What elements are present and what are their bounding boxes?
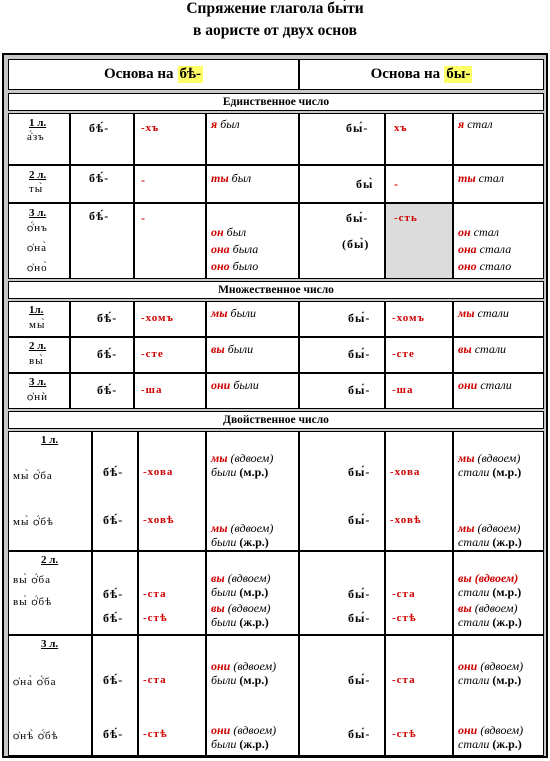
pl1-person-cell xyxy=(8,301,70,337)
pl1-pronoun: мы̀ xyxy=(29,319,46,331)
pl2-stem-by-cell xyxy=(299,337,385,373)
du2-person-label: 2 л. xyxy=(41,554,59,566)
pl1-end-be-cell xyxy=(134,301,206,337)
du3-end-be-cell xyxy=(138,635,206,756)
pl3-end-by: -ша xyxy=(392,384,414,396)
sg3-stem-be: бѣ́- xyxy=(89,209,110,223)
du2-tr-be-f-line2: были (ж.р.) xyxy=(211,615,269,629)
du1-end-be-cell xyxy=(138,431,206,551)
du2-pronoun-m: вы̀ ѻ҆́ба xyxy=(13,574,52,586)
pl2-tr-by-cell xyxy=(453,337,544,373)
conjugation-table xyxy=(2,53,548,758)
sg3-stem-be-cell xyxy=(70,203,134,279)
du2-stem-by-m: бы́- xyxy=(348,587,371,601)
pl1-stem-by: бы́- xyxy=(348,311,371,325)
pl2-tr-by: вы стали xyxy=(458,342,507,356)
du2-stem-by-f: бы́- xyxy=(348,611,371,625)
du2-tr-be-cell xyxy=(206,551,299,635)
pl2-pronoun: вы̀ xyxy=(29,355,44,367)
sg3-tr-by-cell xyxy=(453,203,544,279)
du2-end-by-m: -ста xyxy=(392,588,416,600)
pl1-end-be: -хомъ xyxy=(141,312,174,324)
pl3-stem-by: бы́- xyxy=(348,383,371,397)
du2-stem-by-cell xyxy=(299,551,385,635)
sg3-tr-by-n: оно стало xyxy=(458,259,512,273)
du1-stem-by-f: бы́- xyxy=(348,513,371,527)
sg1-end-be-cell xyxy=(134,113,206,165)
sg1-stem-by: бы́- xyxy=(346,121,369,135)
sg3-end-be-cell xyxy=(134,203,206,279)
section-plural: Множественное число xyxy=(8,281,544,299)
du3-stem-be-cell xyxy=(92,635,138,756)
du2-tr-by-m-line2: стали (м.р.) xyxy=(458,585,522,599)
pl1-tr-by: мы стали xyxy=(458,306,509,320)
sg3-tr-by-f: она стала xyxy=(458,242,512,256)
pl2-end-by: -сте xyxy=(392,348,415,360)
du2-pronoun-f: вы̀ ѻ҆́бѣ xyxy=(13,596,53,608)
du3-tr-by-m-line1: они (вдвоем) xyxy=(458,659,524,673)
du1-stem-be-f: бѣ́- xyxy=(103,513,124,527)
pl2-stem-be: бѣ́- xyxy=(97,347,118,361)
sg3-end-by-cell xyxy=(385,203,453,279)
du1-tr-by-m-line1: мы (вдвоем) xyxy=(458,451,521,465)
du3-stem-by-f: бы́- xyxy=(348,727,371,741)
sg3-end-be: - xyxy=(141,211,145,225)
du3-tr-be-m-line2: были (м.р.) xyxy=(211,673,269,687)
sg1-tr-be: я был xyxy=(211,117,240,131)
du3-tr-by-f-line1: они (вдвоем) xyxy=(458,723,524,737)
sg3-tr-be-n: оно было xyxy=(211,259,259,273)
du3-stem-by-m: бы́- xyxy=(348,673,371,687)
pl3-tr-by: они стали xyxy=(458,378,512,392)
section-singular: Единственное число xyxy=(8,93,544,111)
pl1-stem-be-cell xyxy=(70,301,134,337)
sg1-stem-be-cell xyxy=(70,113,134,165)
sg3-person-label: 3 л. xyxy=(29,207,47,219)
du2-tr-by-f-line1: вы (вдвоем) xyxy=(458,601,518,615)
sg1-person-label: 1 л. xyxy=(29,117,47,129)
pl3-person-cell xyxy=(8,373,70,409)
sg3-tr-by-m: он стал xyxy=(458,225,500,239)
du2-end-be-m: -ста xyxy=(143,588,167,600)
pl1-end-by: -хомъ xyxy=(392,312,425,324)
du1-end-by-m: -хова xyxy=(390,466,421,478)
sg1-tr-be-cell xyxy=(206,113,299,165)
du2-tr-by-m-line1: вы (вдвоем) xyxy=(458,571,519,585)
du3-stem-be-f: бѣ́- xyxy=(103,727,124,741)
sg1-tr-by-cell xyxy=(453,113,544,165)
du1-person-cell xyxy=(8,431,92,551)
sg1-person-cell xyxy=(8,113,70,165)
du1-stem-be-m: бѣ́- xyxy=(103,465,124,479)
du2-end-be-f: -стѣ xyxy=(143,612,168,624)
du2-end-be-cell xyxy=(138,551,206,635)
sg2-end-be-cell xyxy=(134,165,206,203)
sg2-tr-be-cell xyxy=(206,165,299,203)
du3-person-label: 3 л. xyxy=(41,638,59,650)
sg2-end-by: - xyxy=(394,177,398,191)
sg1-end-by: хъ xyxy=(394,122,408,134)
du2-tr-by-cell xyxy=(453,551,544,635)
du3-tr-by-f-line2: стали (ж.р.) xyxy=(458,737,522,751)
du1-tr-by-cell xyxy=(453,431,544,551)
du1-tr-by-f-line2: стали (ж.р.) xyxy=(458,535,522,549)
du3-tr-be-f-line1: они (вдвоем) xyxy=(211,723,277,737)
pl3-person-label: 3 л. xyxy=(29,376,47,388)
sg2-pronoun: ты̀ xyxy=(29,183,44,195)
pl1-stem-be: бѣ́- xyxy=(97,311,118,325)
pl2-end-be: -сте xyxy=(141,348,164,360)
sg2-tr-by: ты стал xyxy=(458,171,505,185)
pl2-end-by-cell xyxy=(385,337,453,373)
sg1-pronoun: а҆́зъ xyxy=(27,131,45,143)
du3-end-by-f: -стѣ xyxy=(392,728,417,740)
du3-end-by-cell xyxy=(385,635,453,756)
sg3-stem-by: бы́- xyxy=(346,211,369,225)
sg3-tr-be-f: она была xyxy=(211,242,259,256)
pl1-tr-by-cell xyxy=(453,301,544,337)
du2-person-cell xyxy=(8,551,92,635)
du1-tr-be-m-line2: были (м.р.) xyxy=(211,465,269,479)
du3-tr-by-cell xyxy=(453,635,544,756)
header-left-label: Основа на xyxy=(103,66,174,82)
pl2-tr-be: вы были xyxy=(211,342,254,356)
sg2-stem-by: бы̀ xyxy=(356,177,374,191)
du1-stem-be-cell xyxy=(92,431,138,551)
sg3-stem-by-alt: (бы̀) xyxy=(342,237,370,251)
du3-end-be-m: -ста xyxy=(143,674,167,686)
pl3-tr-be: они были xyxy=(211,378,259,392)
page-title: Спряжение глагола бы́ти xyxy=(186,0,364,17)
header-right-label: Основа на xyxy=(370,66,441,82)
pl3-tr-be-cell xyxy=(206,373,299,409)
du1-end-be-m: -хова xyxy=(143,466,174,478)
du1-pronoun-m: мы̀ ѻ҆́ба xyxy=(13,470,53,482)
sg3-end-by: -сть xyxy=(394,212,418,224)
sg1-end-by-cell xyxy=(385,113,453,165)
pl1-end-by-cell xyxy=(385,301,453,337)
du1-tr-be-f-line1: мы (вдвоем) xyxy=(211,521,274,535)
du2-end-by-f: -стѣ xyxy=(392,612,417,624)
du1-tr-be-m-line1: мы (вдвоем) xyxy=(211,451,274,465)
section-dual: Двойственное число xyxy=(8,411,544,429)
du3-pronoun-f: ѻ҆нѣ̀ ѻ҆́бѣ xyxy=(13,730,59,742)
sg3-person-cell xyxy=(8,203,70,279)
header-left-stem: бѣ- xyxy=(179,66,202,82)
sg2-stem-be-cell xyxy=(70,165,134,203)
sg1-tr-by: я стал xyxy=(458,117,493,131)
sg3-tr-be-cell xyxy=(206,203,299,279)
du1-tr-be-f-line2: были (ж.р.) xyxy=(211,535,269,549)
du3-tr-be-f-line2: были (ж.р.) xyxy=(211,737,269,751)
sg1-stem-by-cell xyxy=(299,113,385,165)
sg3-pronoun-m: ѻ҆́нъ xyxy=(27,222,48,234)
sg1-stem-be: бѣ́- xyxy=(89,121,110,135)
pl3-end-be-cell xyxy=(134,373,206,409)
sg3-stem-by-cell xyxy=(299,203,385,279)
du1-end-be-f: -ховѣ xyxy=(143,514,175,526)
du1-tr-by-m-line2: стали (м.р.) xyxy=(458,465,522,479)
header-right xyxy=(299,59,544,90)
du3-person-cell xyxy=(8,635,92,756)
sg2-stem-by-cell xyxy=(299,165,385,203)
pl3-end-be: -ша xyxy=(141,384,163,396)
du1-tr-be-cell xyxy=(206,431,299,551)
du3-stem-be-m: бѣ́- xyxy=(103,673,124,687)
du3-pronoun-m: ѻ҆на̀ ѻ҆́ба xyxy=(13,676,57,688)
du1-stem-by-cell xyxy=(299,431,385,551)
pl3-tr-by-cell xyxy=(453,373,544,409)
du3-tr-be-cell xyxy=(206,635,299,756)
du3-tr-by-m-line2: стали (м.р.) xyxy=(458,673,522,687)
du1-tr-by-f-line1: мы (вдвоем) xyxy=(458,521,521,535)
du2-tr-be-f-line1: вы (вдвоем) xyxy=(211,601,271,615)
sg2-end-be: - xyxy=(141,173,145,187)
pl3-pronoun: ѻ҆нѝ xyxy=(27,391,48,403)
du2-tr-by-f-line2: стали (ж.р.) xyxy=(458,615,522,629)
sg3-tr-be-m: он был xyxy=(211,225,247,239)
du1-pronoun-f: мы̀ ѻ҆́бѣ xyxy=(13,516,54,528)
du2-stem-be-m: бѣ́- xyxy=(103,587,124,601)
pl1-person-label: 1л. xyxy=(29,304,44,316)
du2-stem-be-cell xyxy=(92,551,138,635)
du1-person-label: 1 л. xyxy=(41,434,59,446)
sg2-person-label: 2 л. xyxy=(29,169,47,181)
pl2-tr-be-cell xyxy=(206,337,299,373)
header-right-stem: бы- xyxy=(446,66,471,82)
pl3-stem-be-cell xyxy=(70,373,134,409)
header-left xyxy=(8,59,299,90)
pl1-tr-be-cell xyxy=(206,301,299,337)
sg2-stem-be: бѣ́- xyxy=(89,171,110,185)
page-subtitle: в аористе от двух основ xyxy=(193,22,357,39)
sg3-pronoun-n: ѻ҆но̀ xyxy=(27,262,48,274)
sg1-end-be: -хъ xyxy=(141,122,160,134)
du3-tr-be-m-line1: они (вдвоем) xyxy=(211,659,277,673)
du2-stem-be-f: бѣ́- xyxy=(103,611,124,625)
sg3-pronoun-f: ѻ҆на̀ xyxy=(27,242,47,254)
sg2-tr-be: ты был xyxy=(211,171,252,185)
sg2-tr-by-cell xyxy=(453,165,544,203)
pl1-stem-by-cell xyxy=(299,301,385,337)
sg2-end-by-cell xyxy=(385,165,453,203)
pl3-stem-by-cell xyxy=(299,373,385,409)
du3-end-by-m: -ста xyxy=(392,674,416,686)
pl2-person-label: 2 л. xyxy=(29,340,47,352)
du2-end-by-cell xyxy=(385,551,453,635)
du3-end-be-f: -стѣ xyxy=(143,728,168,740)
pl2-stem-by: бы́- xyxy=(348,347,371,361)
du2-tr-be-m-line1: вы (вдвоем) xyxy=(211,571,271,585)
pl3-end-by-cell xyxy=(385,373,453,409)
du3-stem-by-cell xyxy=(299,635,385,756)
du1-end-by-f: -ховѣ xyxy=(390,514,422,526)
pl1-tr-be: мы были xyxy=(211,306,256,320)
pl2-end-be-cell xyxy=(134,337,206,373)
pl3-stem-be: бѣ́- xyxy=(97,383,118,397)
pl2-stem-be-cell xyxy=(70,337,134,373)
du1-end-by-cell xyxy=(385,431,453,551)
du1-stem-by-m: бы́- xyxy=(348,465,371,479)
du2-tr-be-m-line2: были (м.р.) xyxy=(211,585,269,599)
sg2-person-cell xyxy=(8,165,70,203)
pl2-person-cell xyxy=(8,337,70,373)
